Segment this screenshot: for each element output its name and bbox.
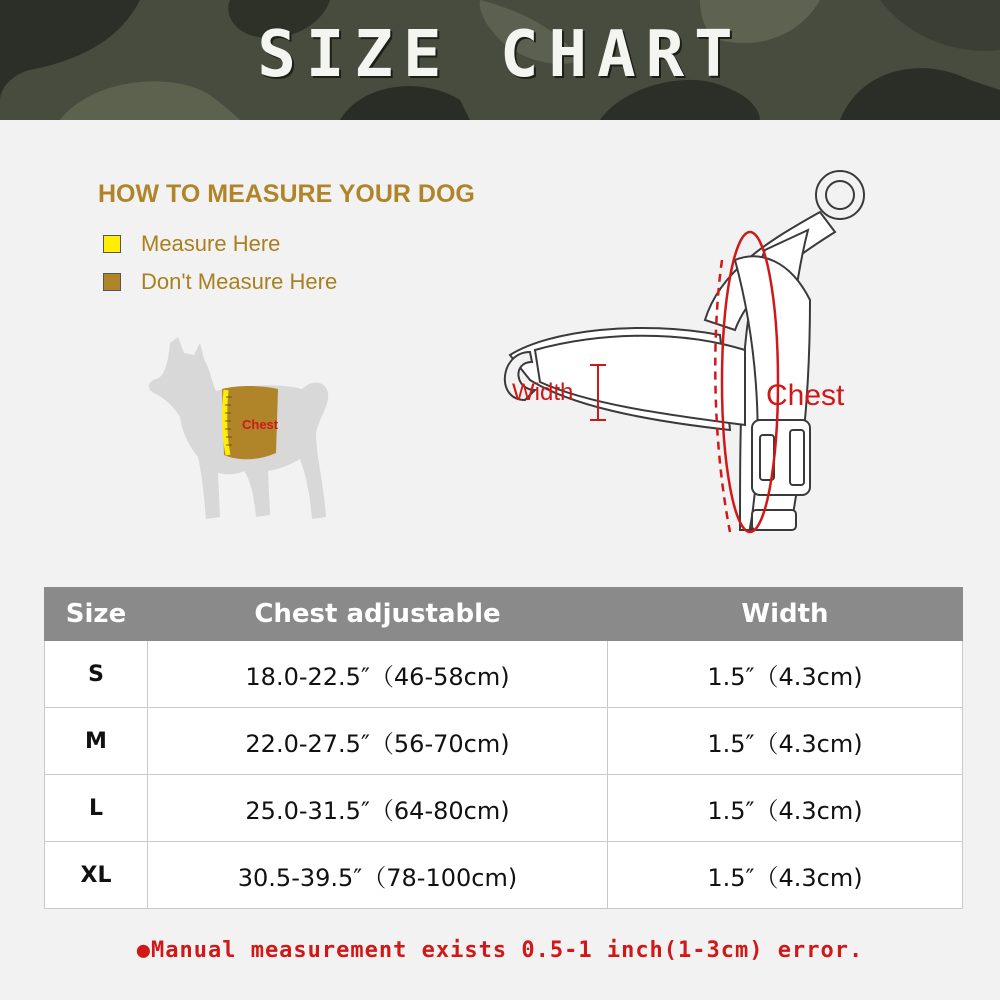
camo-banner: [0, 0, 1000, 120]
legend-label: Don't Measure Here: [141, 269, 338, 294]
column-header: Width: [608, 588, 963, 641]
table-row: [45, 842, 963, 909]
howto-heading: HOW TO MEASURE YOUR DOG: [98, 180, 475, 208]
legend-dont-measure-here: [103, 268, 337, 296]
harness-illustration: [490, 160, 870, 550]
chest-cell: 22.0-27.5″（56-70cm): [148, 708, 608, 775]
chest-cell: 25.0-31.5″（64-80cm): [148, 775, 608, 842]
legend-measure-here: [103, 230, 280, 258]
width-cell: 1.5″（4.3cm): [608, 641, 963, 708]
size-cell: S: [45, 641, 148, 708]
harness-width-label: Width: [512, 379, 574, 406]
yellow-square-icon: [103, 235, 121, 253]
chest-cell: 30.5-39.5″（78-100cm): [148, 842, 608, 909]
table-header-row: [45, 588, 963, 641]
column-header: Size: [45, 588, 148, 641]
table-row: [45, 641, 963, 708]
table-row: [45, 775, 963, 842]
column-header: Chest adjustable: [148, 588, 608, 641]
size-cell: L: [45, 775, 148, 842]
brown-square-icon: [103, 273, 121, 291]
table-row: [45, 708, 963, 775]
size-cell: XL: [45, 842, 148, 909]
harness-chest-label: Chest: [766, 379, 845, 412]
page-title: SIZE CHART: [257, 18, 743, 92]
legend-label: Measure Here: [141, 231, 281, 256]
size-table: [44, 587, 963, 909]
measurement-note: ●Manual measurement exists 0.5-1 inch(1-3cm) error.: [136, 938, 864, 963]
width-cell: 1.5″（4.3cm): [608, 842, 963, 909]
chest-cell: 18.0-22.5″（46-58cm): [148, 641, 608, 708]
size-cell: M: [45, 708, 148, 775]
width-cell: 1.5″（4.3cm): [608, 775, 963, 842]
dog-silhouette: [140, 335, 340, 525]
width-cell: 1.5″（4.3cm): [608, 708, 963, 775]
dog-chest-label: Chest: [242, 417, 279, 432]
